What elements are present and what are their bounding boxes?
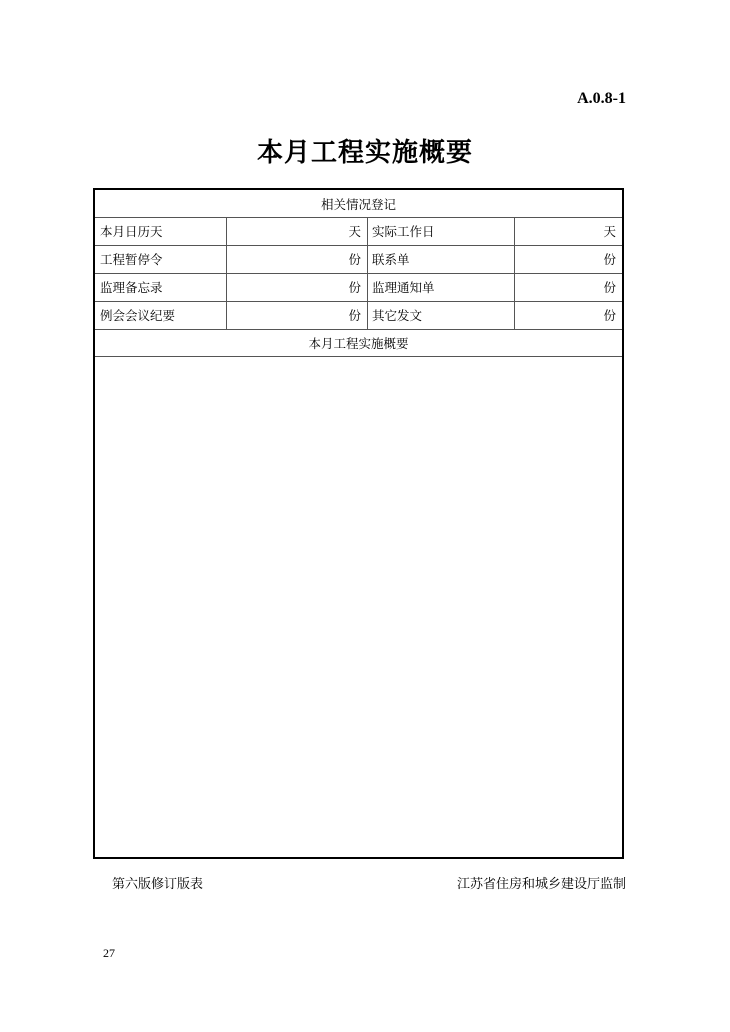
label-supervision-notice: 监理通知单 xyxy=(372,280,435,295)
form-table xyxy=(93,188,624,859)
unit-label: 份 xyxy=(603,252,616,267)
footer-edition: 第六版修订版表 xyxy=(112,877,204,892)
form-code: A.0.8-1 xyxy=(577,90,626,107)
summary-content-area[interactable] xyxy=(95,357,622,857)
section-header-row xyxy=(95,190,622,218)
unit-label: 份 xyxy=(603,280,616,295)
unit-label: 天 xyxy=(348,224,361,239)
value-calendar-days[interactable] xyxy=(226,217,367,245)
label-suspension-order: 工程暂停令 xyxy=(100,252,163,267)
unit-label: 份 xyxy=(603,308,616,323)
table-row xyxy=(95,273,622,302)
value-supervision-memo[interactable] xyxy=(226,273,367,301)
table-row xyxy=(95,245,622,274)
unit-label: 份 xyxy=(348,308,361,323)
value-actual-workdays[interactable] xyxy=(514,217,622,245)
value-suspension-order[interactable] xyxy=(226,245,367,273)
page-number: 27 xyxy=(103,946,115,960)
section-header-row xyxy=(95,329,622,357)
label-contact-sheet: 联系单 xyxy=(372,252,410,267)
table-row xyxy=(95,217,622,246)
footer-issuer: 江苏省住房和城乡建设厅监制 xyxy=(456,877,626,892)
table-row xyxy=(95,301,622,330)
section-header-registration: 相关情况登记 xyxy=(320,196,396,212)
label-supervision-memo: 监理备忘录 xyxy=(100,280,163,295)
unit-label: 份 xyxy=(348,252,361,267)
page-title: 本月工程实施概要 xyxy=(256,138,473,168)
unit-label: 份 xyxy=(348,280,361,295)
label-meeting-minutes: 例会会议纪要 xyxy=(100,308,176,323)
value-supervision-notice[interactable] xyxy=(514,273,622,301)
value-other-documents[interactable] xyxy=(514,301,622,329)
value-meeting-minutes[interactable] xyxy=(226,301,367,329)
label-other-documents: 其它发文 xyxy=(372,308,423,323)
unit-label: 天 xyxy=(603,224,616,239)
label-actual-workdays: 实际工作日 xyxy=(372,224,435,239)
section-header-summary: 本月工程实施概要 xyxy=(308,335,409,351)
label-calendar-days: 本月日历天 xyxy=(100,224,163,239)
value-contact-sheet[interactable] xyxy=(514,245,622,273)
